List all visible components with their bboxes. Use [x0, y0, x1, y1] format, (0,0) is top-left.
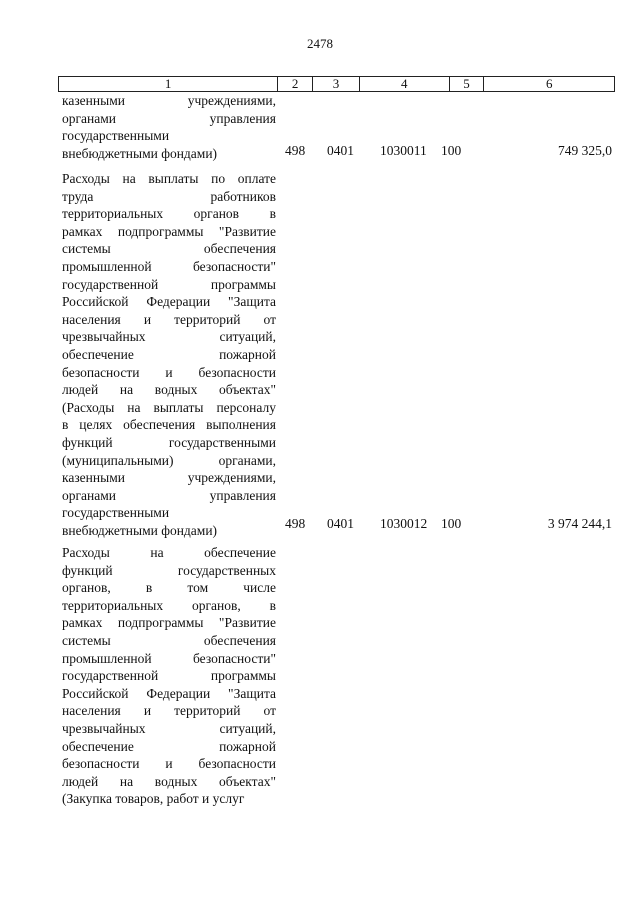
description-line: Российской Федерации "Защита — [62, 294, 276, 310]
description-line: функций государственных — [62, 562, 276, 578]
description-line: промышленной безопасности" — [62, 650, 276, 666]
description-line: органов, в том числе — [62, 580, 276, 596]
description-line: государственными — [62, 505, 170, 521]
description-line: труда работников — [62, 188, 276, 204]
row-col-5: 100 — [441, 516, 462, 531]
description-line: рамках подпрограммы "Развитие — [62, 223, 276, 239]
description-line: Российской Федерации "Защита — [62, 685, 276, 701]
row-col-4: 1030012 — [380, 516, 428, 531]
description-line: государственной программы — [62, 668, 276, 684]
row-col-6: 3 974 244,1 — [547, 516, 612, 531]
table-header-row — [58, 76, 615, 92]
row-col-2: 498 — [285, 516, 306, 531]
description-line: системы обеспечения — [62, 241, 276, 257]
table-row — [62, 544, 276, 808]
description-line: населения и территорий от — [62, 311, 276, 327]
description-line: казенными учреждениями, — [62, 93, 276, 108]
description-line: органами управления — [62, 110, 276, 126]
description-line: Расходы на обеспечение — [62, 545, 276, 560]
header-col-3: 3 — [313, 77, 360, 91]
row-col-5: 100 — [441, 143, 462, 158]
description-line: казенными учреждениями, — [62, 470, 276, 486]
description-line: чрезвычайных ситуаций, — [62, 720, 276, 736]
description-line: чрезвычайных ситуаций, — [62, 329, 276, 345]
header-col-1: 1 — [59, 77, 278, 91]
description-line: безопасности и безопасности — [62, 364, 276, 380]
header-col-6: 6 — [545, 76, 553, 91]
description-line: обеспечение пожарной — [62, 346, 276, 362]
description-line: (муниципальными) органами, — [62, 452, 276, 468]
description-line: системы обеспечения — [62, 632, 276, 648]
description-line: органами управления — [62, 487, 276, 503]
description-line: функций государственными — [62, 434, 276, 450]
description-line: безопасности и безопасности — [62, 756, 276, 772]
description-line: государственной программы — [62, 276, 276, 292]
description-line: населения и территорий от — [62, 703, 276, 719]
header-col-5: 5 — [450, 77, 485, 91]
description-line: Расходы на выплаты по оплате — [62, 171, 276, 186]
table-row — [62, 92, 276, 162]
description-line: промышленной безопасности" — [62, 258, 276, 274]
description-line: людей на водных объектах" — [62, 382, 276, 398]
row-col-3: 0401 — [327, 143, 354, 158]
header-col-4: 4 — [360, 77, 450, 91]
description-line: территориальных органов, в — [62, 597, 276, 613]
description-line: обеспечение пожарной — [62, 738, 276, 754]
page-number: 2478 — [307, 36, 333, 51]
row-col-4: 1030011 — [380, 143, 427, 158]
description-line: (Закупка товаров, работ и услуг — [62, 791, 245, 807]
description-line: территориальных органов в — [62, 206, 276, 222]
row-description — [62, 92, 276, 162]
row-col-3: 0401 — [327, 516, 354, 531]
description-line: внебюджетными фондами) — [62, 522, 218, 538]
row-col-2: 498 — [285, 143, 306, 158]
description-line: внебюджетными фондами) — [62, 145, 218, 161]
description-line: рамках подпрограммы "Развитие — [62, 615, 276, 631]
row-description — [62, 544, 276, 808]
row-col-6: 749 325,0 — [558, 143, 612, 158]
header-col-2: 2 — [278, 77, 313, 91]
description-line: в целях обеспечения выполнения — [62, 417, 276, 433]
row-description — [62, 170, 276, 539]
description-line: государственными — [62, 128, 170, 144]
description-line: (Расходы на выплаты персоналу — [62, 399, 276, 415]
description-line: людей на водных объектах" — [62, 773, 276, 789]
table-row — [62, 170, 276, 539]
